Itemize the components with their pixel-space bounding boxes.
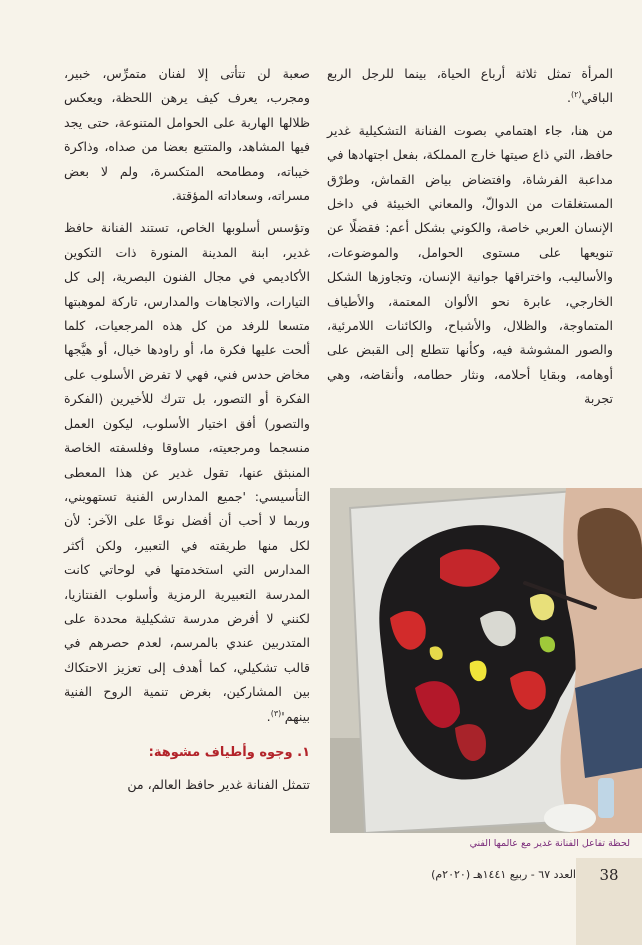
page-number-box	[576, 858, 642, 945]
left-paragraph-3: تتمثل الفنانة غدير حافظ العالم، من	[127, 777, 310, 793]
page-number: 38	[599, 866, 619, 884]
paragraph-text: المرأة تمثل ثلاثة أرباع الحياة، بينما للرجل الربع الباقي	[327, 66, 613, 106]
right-paragraph-1	[327, 62, 613, 111]
photo-caption: لحظة تفاعل الفنانة غدير مع عالمها الفني	[469, 838, 630, 849]
left-text-column	[64, 62, 310, 798]
right-text-column	[327, 62, 613, 412]
section-heading: ١. وجوه وأطياف مشوهة:	[148, 744, 310, 760]
painting-illustration	[330, 488, 642, 833]
right-paragraph-2: من هنا، جاء اهتمامي بصوت الفنانة التشكيلية غدير حافظ، التي ذاع صيتها خارج المملكة، بفعل اجتهادها في مداعبة الفرشاة، وافتضاض بياض القماش، وطرْق المستغلقات من الدوالّ، والمعاني الخبيئة في داخل الإنسان العربي خاصة، والكوني بشكل أعم: فقضلًا عن تنويعها على مستوى الحوامل، والموضوعات، والأساليب، واختراقها جوانية الإنسان، وتجاوزها الشكل الخارجي، عابرة نحو الألوان المعتمة، والأطياف المتماوجة، والظلال، والأشباح، والكائنات اللامرئية، والصور المشوشة فيه، وكأنها تتطلع إلى القبض على أوهامه، وبقايا أحلامه، ونثار حطامه، وأنقاضه، وهي تجربة	[327, 122, 613, 407]
footnote-ref: (٢)	[570, 90, 582, 100]
paragraph-text: وتؤسس أسلوبها الخاص، تستند الفنانة حافظ غدير، ابنة المدينة المنورة ذات التكوين الأكاديمي في مجال الفنون البصرية، إلى كل التيارات، والاتجاهات والمدارس، تاركة لموهبتها متسعا للرفد من كل هذه المرجعيات، كلما ألحت عليها فكرة ما، أو راودها خيال، أو هيَّجها مخاض حدس فني، فهي لا تفرض الأسلوب على الفكرة أو التصور، بل تترك للأخيرين (الفكرة والتصور) أفق اختيار الأسلوب، ليكون العمل منسجما ومرجعيته، مساوقا وفلسفته الخاصة المنبثق عنها، تقول غدير عن هذا المعطى التأسيسي: 'جميع المدارس الفنية تستهويني، وربما لا أحب أن أفضل نوعًا على الآخر: لأن لكل منها طريقته في التعبير، ولكن أكثر المدارس التي استخدمتها في لوحاتي كانت المدرسة التعبيرية الرمزية وأسلوب الفنتازيا، لكنني لا أفرض مدرسة تشكيلية محددة على المتدربين عندي بالمرسم، لعدم حصرهم في قالب تشكيلي، كما أهدف إلى تعزيز الاحتكاك بين المشاركين، بغرض تنمية الروح الفنية بينهم'	[64, 220, 310, 724]
artist-painting-photo	[330, 488, 642, 833]
paragraph-end: .	[566, 90, 571, 106]
left-paragraph-1: صعبة لن تتأتى إلا لفنان متمرِّس، خبير، ومجرب، يعرف كيف يرهن اللحظة، ويعكس ظلالها الهاربة على الحوامل المتنوعة، حتى يجد فيها المشاهد، والمتتبع بعضا من صداه، وذاكرة خيباته، ومطامحه المتكسرة، ولم لا بعض مسراته، وسعاداته المؤقتة.	[64, 66, 310, 204]
issue-info: العدد ٦٧ - ربيع ١٤٤١هـ (٢٠٢٠م)	[431, 868, 576, 881]
left-paragraph-2	[64, 216, 310, 729]
paragraph-end: .	[266, 708, 271, 724]
footnote-ref: (٣)	[270, 708, 282, 718]
